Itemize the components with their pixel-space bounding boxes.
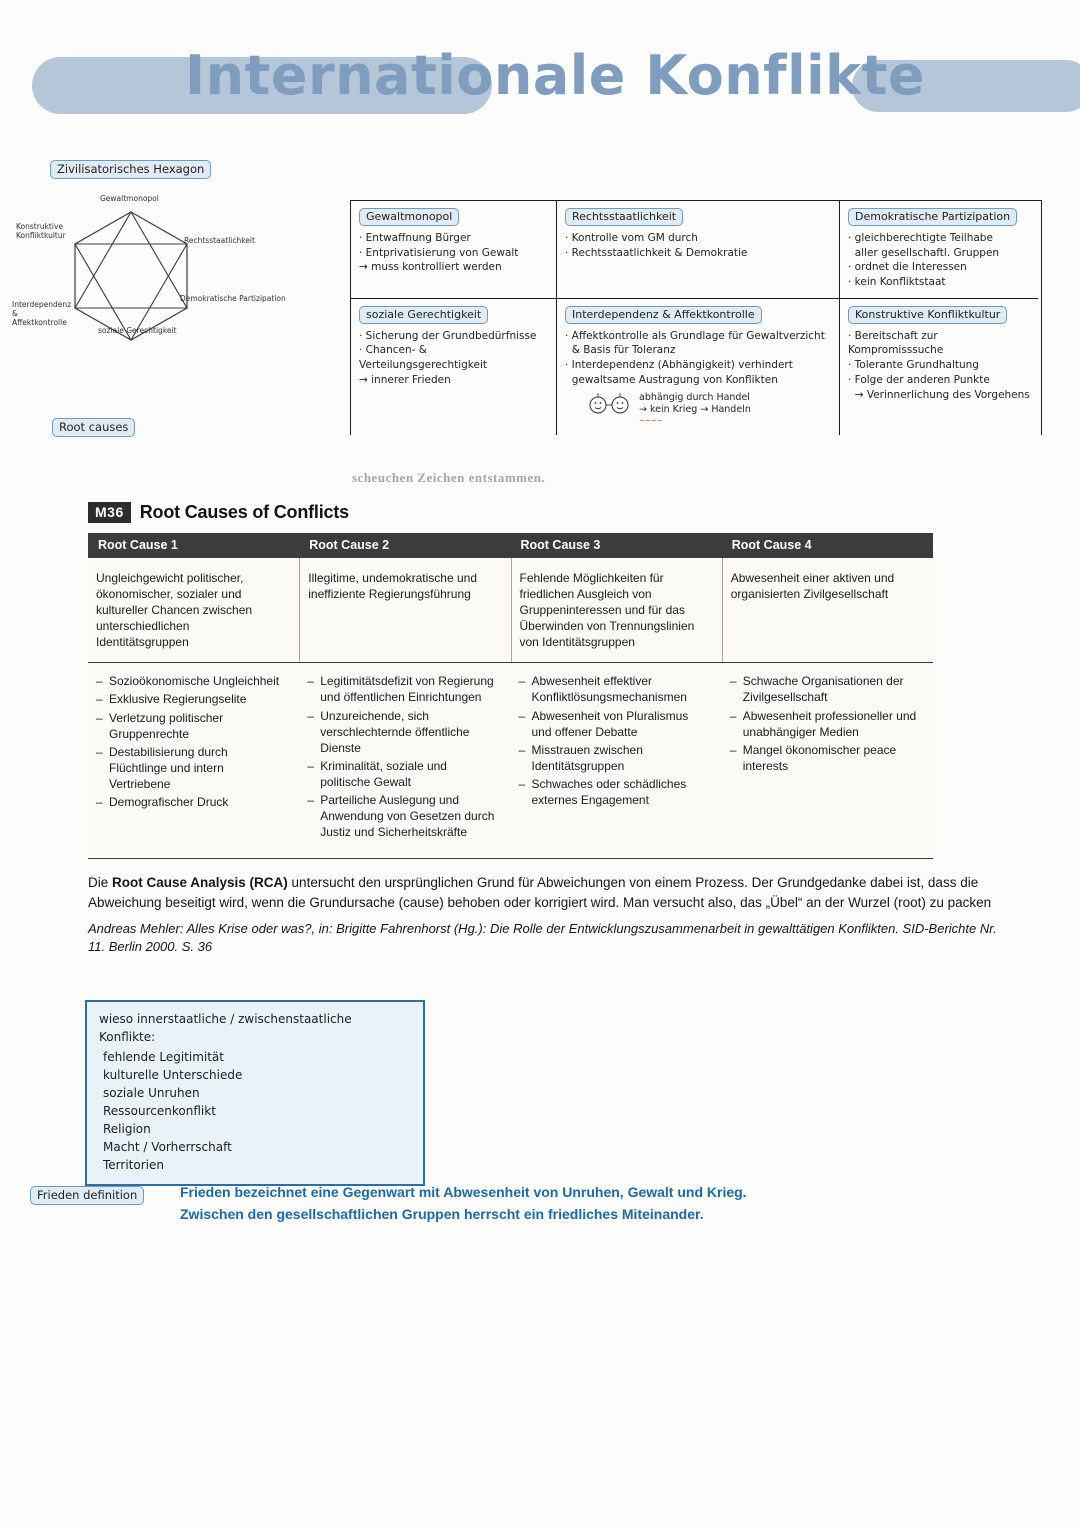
m36-table <box>88 533 933 859</box>
detail-text: Demografischer Druck <box>109 794 229 809</box>
detail-text: Schwaches oder schädliches externes Engagement <box>531 776 687 807</box>
note-line: · kein Konfliktstaat <box>848 276 946 289</box>
detail-item <box>519 776 706 808</box>
detail-text: Sozioökonomische Ungleichheit <box>109 674 280 689</box>
m36-summary-cell: Illegitime, undemokratische und ineffiziente Regierungsführung <box>299 558 510 662</box>
dash-bullet: – <box>729 674 737 689</box>
hexagon-vertex-partizipation: Demokratische Partizipation <box>180 294 286 303</box>
detail-text: Destabilisierung durch Flüchtlinge und intern Vertriebene <box>109 744 228 791</box>
m36-detail-cell-3 <box>511 662 722 858</box>
figure-note-line: → kein Krieg → Handeln <box>639 404 751 416</box>
stick-figures-icon <box>587 392 633 418</box>
dash-bullet: – <box>307 708 314 723</box>
m36-section <box>88 502 1013 957</box>
detail-text: Abwesenheit professioneller und unabhängiger Medien <box>742 708 917 739</box>
dash-bullet: – <box>518 708 526 723</box>
root-causes-label: Root causes <box>52 418 135 437</box>
note-line: aller gesellschaftl. Gruppen <box>848 246 1000 259</box>
m36-header-cell: Root Cause 1 <box>98 538 178 552</box>
hexagram-graphic <box>64 208 198 344</box>
detail-text: Abwesenheit effektiver Konfliktlösungsmechanismen <box>531 674 687 705</box>
hexagon-vertex-gewaltmonopol: Gewaltmonopol <box>100 194 159 203</box>
dash-bullet: – <box>307 792 314 807</box>
dash-bullet: – <box>518 776 526 791</box>
hexagon-notes-table <box>350 200 1042 435</box>
reason-item: kulturelle Unterschiede <box>103 1068 243 1082</box>
detail-item <box>519 673 706 705</box>
hexagon-vertex-konfliktkultur <box>16 222 74 240</box>
dash-bullet: – <box>518 742 526 757</box>
dash-bullet: – <box>518 674 526 689</box>
reason-item: Ressourcenkonflikt <box>103 1104 216 1118</box>
detail-item <box>519 742 706 774</box>
m36-header-row <box>88 533 933 558</box>
reason-item: Macht / Vorherrschaft <box>103 1140 232 1154</box>
detail-text: Misstrauen zwischen Identitätsgruppen <box>531 742 643 773</box>
note-line: · Chancen- & Verteilungsgerechtigkeit <box>359 344 487 372</box>
note-line: → Verinnerlichung des Vorgehens <box>848 388 1030 401</box>
m36-header-cell: Root Cause 3 <box>520 538 601 552</box>
m36-summary-cell: Abwesenheit einer aktiven und organisierten Zivilgesellschaft <box>722 558 933 662</box>
note-line: → innerer Frieden <box>359 373 451 386</box>
note-line: & Basis für Toleranz <box>565 344 676 357</box>
trade-figures-sketch <box>587 392 831 427</box>
detail-item <box>96 710 283 742</box>
cell-heading: soziale Gerechtigkeit <box>359 306 488 324</box>
m36-detail-cell-4 <box>722 662 933 858</box>
detail-item <box>96 744 283 792</box>
rca-rest: untersucht den ursprünglichen Grund für Abweichungen von einem Prozess. Der Grundgedanke dabei ist, dass die Abweichung beseitigt wird, wenn die Grundursache (cause) behoben oder korrigiert wird. Man versucht also, das „Übel“ an der Wurzel (root) zu packen <box>88 875 992 910</box>
source-citation: Andreas Mehler: Alles Krise oder was?, in: Brigitte Fahrenhorst (Hg.): Die Rolle der Entwicklungszusammenarbeit in gewalttätigen Konflikten. SID-Berichte Nr. 11. Berlin 2000. S. 36 <box>88 921 997 955</box>
hexagon-vertex-gerechtigkeit: soziale Gerechtigkeit <box>98 326 177 335</box>
note-line: · ordnet die Interessen <box>848 261 967 274</box>
detail-item <box>730 673 917 705</box>
note-line: · Entprivatisierung von Gewalt <box>359 246 519 259</box>
m36-title: Root Causes of Conflicts <box>139 502 349 522</box>
m36-summary-cell: Ungleichgewicht politischer, ökonomischer, sozialer und kultureller Chancen zwischen unterschiedlichen Identitätsgruppen <box>96 571 253 650</box>
reason-item: fehlende Legitimität <box>103 1050 224 1064</box>
note-line: → muss kontrolliert werden <box>359 261 502 274</box>
civilizational-hexagon-diagram <box>12 192 342 364</box>
cell-heading: Gewaltmonopol <box>359 208 459 226</box>
note-line: · Folge der anderen Punkte <box>848 373 990 386</box>
detail-text: Abwesenheit von Pluralismus und offener Debatte <box>531 708 689 739</box>
vertex-label-line: Konstruktive <box>16 222 63 231</box>
reason-item: Territorien <box>103 1158 164 1172</box>
m36-header-cell: Root Cause 2 <box>309 538 390 552</box>
m36-detail-row <box>88 662 933 858</box>
vertex-label-line: Interdependenz & <box>12 300 72 318</box>
rca-paragraph <box>88 873 1013 912</box>
detail-text: Legitimitätsdefizit von Regierung und öffentlichen Einrichtungen <box>320 674 494 705</box>
rca-bold-term: Root Cause Analysis (RCA) <box>112 875 288 891</box>
reason-item: soziale Unruhen <box>103 1086 200 1100</box>
m36-badge: M36 <box>88 502 131 523</box>
cutoff-print-text: scheuchen Zeichen entstammen. <box>352 470 546 485</box>
detail-item <box>307 792 494 840</box>
conflict-reasons-box <box>85 1000 425 1186</box>
dash-bullet: – <box>96 692 103 707</box>
notes-cell-rechtsstaatlichkeit <box>556 201 839 298</box>
cell-heading: Demokratische Partizipation <box>848 208 1017 226</box>
detail-text: Mangel ökonomischer peace interests <box>742 742 897 773</box>
detail-item <box>307 758 494 790</box>
dash-bullet: – <box>729 708 737 723</box>
detail-item <box>96 691 283 707</box>
detail-item <box>307 673 494 705</box>
note-line: · gleichberechtigte Teilhabe <box>848 232 993 244</box>
notes-cell-partizipation <box>839 201 1038 298</box>
note-line: · Interdependenz (Abhängigkeit) verhindert <box>565 359 793 372</box>
detail-item <box>730 742 917 774</box>
dash-bullet: – <box>307 674 314 689</box>
note-line: · Tolerante Grundhaltung <box>848 359 979 372</box>
note-line: · Entwaffnung Bürger <box>359 232 471 244</box>
frieden-definition-text <box>180 1182 860 1225</box>
m36-detail-cell-2 <box>299 662 510 858</box>
vertex-label-line: Konfliktkultur <box>16 231 66 240</box>
detail-text: Unzureichende, sich verschlechternde öffentliche Dienste <box>320 708 470 755</box>
detail-item <box>307 708 494 756</box>
dash-bullet: – <box>96 794 103 809</box>
m36-detail-cell-1 <box>88 662 299 858</box>
cell-heading: Rechtsstaatlichkeit <box>565 208 683 226</box>
note-line: · Rechtsstaatlichkeit & Demokratie <box>565 246 748 259</box>
vertex-label-line: Affektkontrolle <box>12 318 67 327</box>
note-line: · Sicherung der Grundbedürfnisse <box>359 329 537 342</box>
notes-cell-interdependenz <box>556 298 839 435</box>
detail-text: Verletzung politischer Gruppenrechte <box>109 710 224 741</box>
notes-cell-gewaltmonopol <box>351 201 556 298</box>
note-line: gewaltsame Austragung von Konflikten <box>565 373 778 386</box>
frieden-definition-label: Frieden definition <box>30 1186 144 1205</box>
frieden-line: Frieden bezeichnet eine Gegenwart mit Abwesenheit von Unruhen, Gewalt und Krieg. <box>180 1184 747 1200</box>
detail-text: Exklusive Regierungselite <box>109 692 247 707</box>
detail-item <box>96 673 283 689</box>
m36-summary-row <box>88 558 933 662</box>
detail-text: Kriminalität, soziale und politische Gewalt <box>320 758 447 789</box>
detail-item <box>96 794 283 810</box>
detail-item <box>730 708 917 740</box>
hexagon-vertex-interdependenz <box>12 300 74 327</box>
m36-header-cell: Root Cause 4 <box>731 538 812 552</box>
note-line: · Kontrolle vom GM durch <box>565 232 698 244</box>
dash-bullet: – <box>96 744 103 759</box>
figure-note-line: abhängig durch Handel <box>639 391 750 403</box>
m36-heading <box>88 502 1013 523</box>
notes-cell-konfliktkultur <box>839 298 1038 435</box>
cell-heading: Interdependenz & Affektkontrolle <box>565 306 762 324</box>
reason-item: Religion <box>103 1122 151 1136</box>
detail-text: Parteiliche Auslegung und Anwendung von Gesetzen durch Justiz und Sicherheitskräfte <box>320 792 495 840</box>
page-title: Internationale Konflikte <box>185 44 926 107</box>
detail-text: Schwache Organisationen der Zivilgesellschaft <box>742 674 904 705</box>
dash-bullet: – <box>307 758 314 773</box>
dash-bullet: – <box>729 742 737 757</box>
hexagon-vertex-rechtsstaatlichkeit: Rechtsstaatlichkeit <box>184 236 255 245</box>
note-line: · Bereitschaft zur Kompromisssuche <box>848 329 944 357</box>
hexagon-section-label: Zivilisatorisches Hexagon <box>50 160 211 179</box>
detail-item <box>519 708 706 740</box>
rca-lead: Die <box>88 875 113 891</box>
red-mark: ~~~~ <box>639 417 663 426</box>
note-line: · Affektkontrolle als Grundlage für Gewaltverzicht <box>565 329 825 342</box>
dash-bullet: – <box>96 710 103 725</box>
dash-bullet: – <box>96 674 103 689</box>
notes-cell-gerechtigkeit <box>351 298 556 435</box>
reasons-box-title: wieso innerstaatliche / zwischenstaatliche Konflikte: <box>99 1012 352 1044</box>
figure-notes <box>639 392 751 427</box>
cell-heading: Konstruktive Konfliktkultur <box>848 306 1007 324</box>
m36-summary-cell: Fehlende Möglichkeiten für friedlichen Ausgleich von Gruppeninteressen und für das Überwinden von Trennungslinien von Identitätsgruppen <box>511 558 722 662</box>
frieden-line: Zwischen den gesellschaftlichen Gruppen herrscht ein friedliches Miteinander. <box>180 1205 704 1222</box>
